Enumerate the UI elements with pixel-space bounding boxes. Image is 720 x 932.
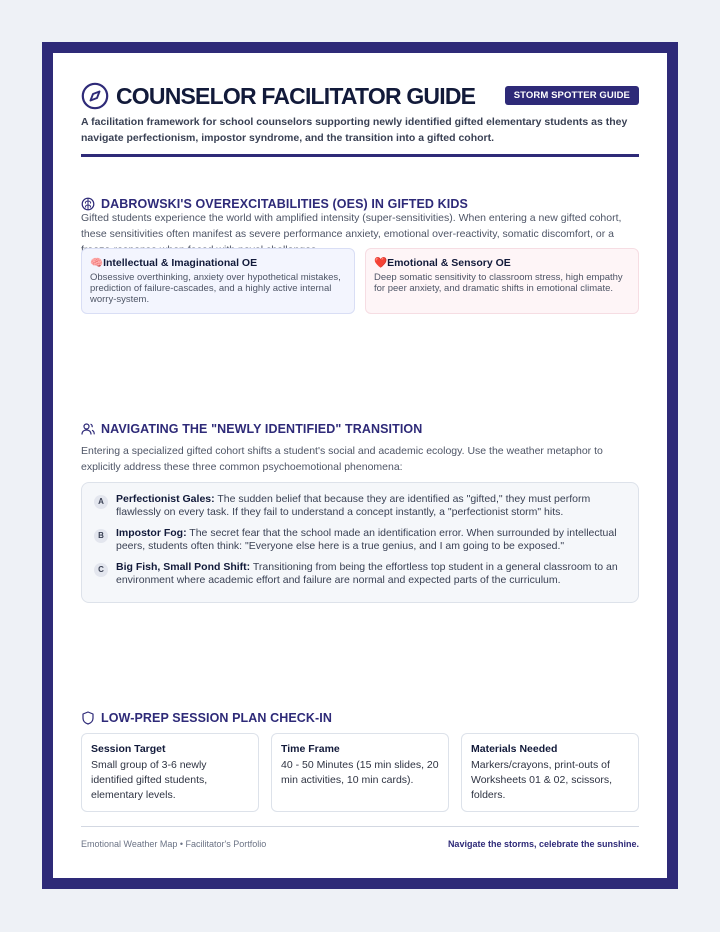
oe-card-title: Emotional & Sensory OE (387, 257, 511, 269)
plan-card-body: Small group of 3-6 newly identified gifted students, elementary levels. (91, 759, 208, 801)
plan-card-body: 40 - 50 Minutes (15 min slides, 20 min activities, 10 min cards). (281, 759, 439, 786)
page-subtitle: A facilitation framework for school counselors supporting newly identified gifted elementary students as they navigate perfectionism, impostor syndrome, and the transition into a gifted cohort. (81, 116, 628, 144)
oe-card-title: Intellectual & Imaginational OE (103, 257, 258, 269)
item-term: Impostor Fog: (116, 527, 187, 539)
list-item (94, 527, 624, 555)
brain-emoji-icon: 🧠 (90, 257, 104, 269)
footer-right: Navigate the storms, celebrate the sunshine. (447, 839, 639, 849)
plan-card-time-frame (271, 733, 449, 812)
document-page (53, 53, 667, 878)
item-term: Perfectionist Gales: (116, 493, 215, 505)
heart-emoji-icon: ❤️ (374, 257, 388, 269)
phenomena-list (81, 482, 639, 603)
header-divider (81, 154, 639, 157)
plan-card-session-target (81, 733, 259, 812)
footer-left: Emotional Weather Map • Facilitator's Portfolio (81, 839, 267, 849)
section-transition-title: NAVIGATING THE "NEWLY IDENTIFIED" TRANSITION (101, 422, 423, 436)
page-title: COUNSELOR FACILITATOR GUIDE (116, 83, 476, 109)
shield-icon (81, 711, 95, 725)
item-term: Big Fish, Small Pond Shift: (116, 561, 251, 573)
plan-card-title: Session Target (91, 743, 166, 755)
brain-icon (81, 197, 95, 211)
list-item (94, 561, 624, 589)
page-frame (42, 42, 678, 889)
oe-card-body: Deep somatic sensitivity to classroom stress, high empathy for peer anxiety, and dramatic shifts in emotional climate. (374, 272, 623, 294)
section-plan-heading (81, 710, 639, 726)
item-letter: B (94, 529, 108, 543)
item-text: The sudden belief that because they are identified as "gifted," they must perform flawlessly on every task. If they fail to understand a concept instantly, a "perfectionist storm" hits. (116, 493, 591, 518)
plan-card-title: Time Frame (281, 743, 340, 755)
plan-card-materials (461, 733, 639, 812)
item-letter: A (94, 495, 108, 509)
oe-card-body: Obsessive overthinking, anxiety over hypothetical mistakes, prediction of failure-cascades, and a highly active internal worry-system. (90, 272, 341, 305)
header (81, 81, 639, 111)
users-icon (81, 422, 95, 436)
list-item (94, 493, 624, 521)
compass-icon (81, 82, 109, 110)
item-letter: C (94, 563, 108, 577)
section-transition-body: Entering a specialized gifted cohort shifts a student's social and academic ecology. Use the weather metaphor to explicitly address these three common psychoemotional phenomena: (81, 445, 603, 473)
oe-card-emotional (365, 248, 639, 314)
section-transition-heading (81, 421, 639, 437)
plan-card-title: Materials Needed (471, 743, 558, 755)
plan-card-body: Markers/crayons, print-outs of Worksheets 01 & 02, scissors, folders. (471, 759, 613, 801)
guide-badge: STORM SPOTTER GUIDE (505, 86, 639, 105)
oe-card-intellectual (81, 248, 355, 314)
section-oes-body-text: Gifted students experience the world with amplified intensity (super-sensitivities). When entering a new gifted cohort, these sensitivities often manifest as severe performance anxiety, emotional over-reactivity, somatic discomfort, or a (81, 212, 622, 240)
section-plan-title: LOW-PREP SESSION PLAN CHECK-IN (101, 711, 333, 725)
footer-divider (81, 826, 639, 827)
item-text: Transitioning from being the effortless top student in a general classroom to an environment where academic effort and failure are normal and expected parts of the curriculum. (116, 561, 618, 586)
section-oes-title: DABROWSKI'S OVEREXCITABILITIES (OES) IN GIFTED KIDS (101, 197, 468, 211)
item-text: The secret fear that the school made an identification error. When surrounded by intellectual peers, students often think: "Everyone else here is a true genius, and I am going to be exposed." (116, 527, 617, 552)
